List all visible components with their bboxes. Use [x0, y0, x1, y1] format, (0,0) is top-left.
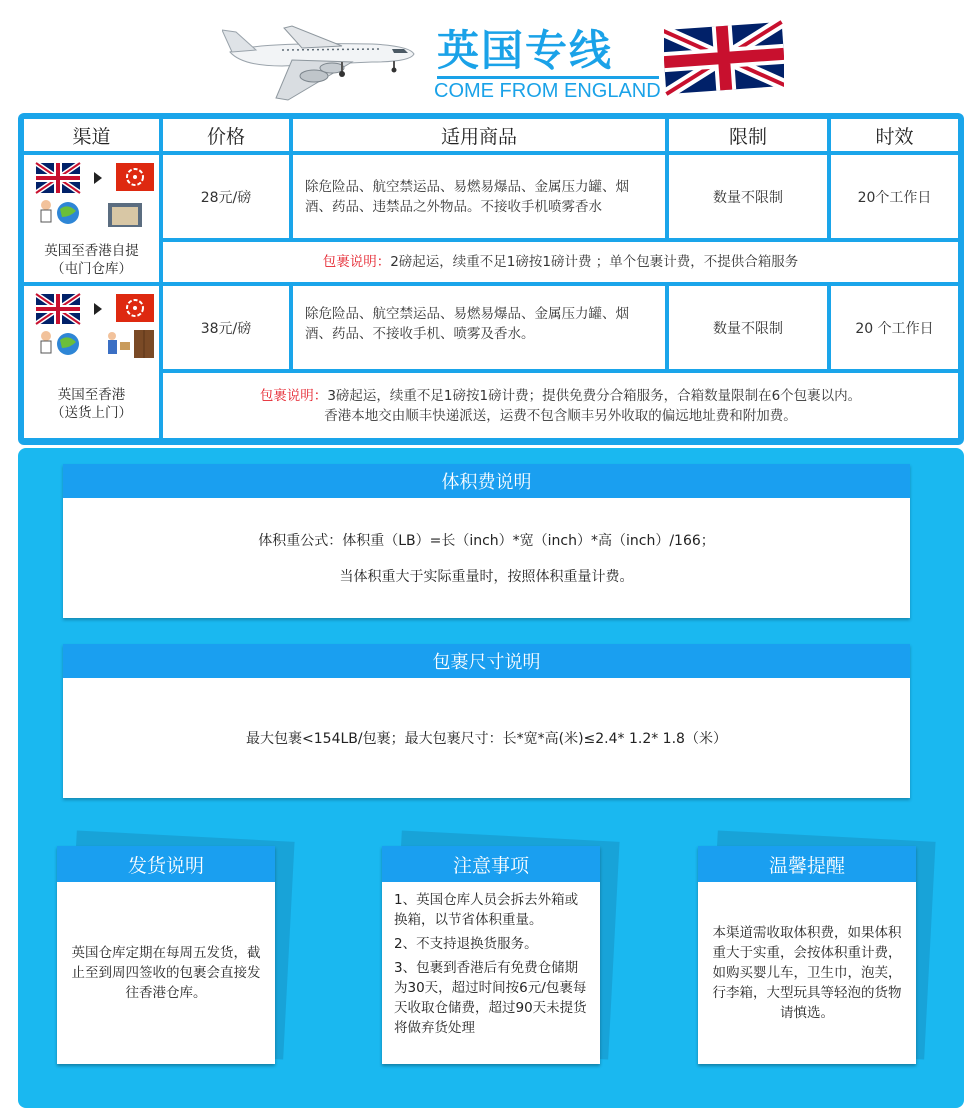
volume-fee-title: 体积费说明	[63, 464, 910, 498]
table-row-1-time: 20个工作日	[831, 155, 958, 238]
note-text-line2: 香港本地交由顺丰快递派送，运费不包含顺丰另外收取的偏远地址费和附加费。	[324, 407, 797, 424]
table-row-1-price: 28元/磅	[163, 155, 289, 238]
info-panel	[18, 448, 964, 1108]
column-header-channel: 渠道	[24, 119, 159, 151]
column-header-price: 价格	[163, 119, 289, 151]
table-row-1-note	[163, 242, 958, 282]
table-row-2-goods: 除危险品、航空禁运品、易燃易爆品、金属压力罐、烟酒、药品、不接收手机、喷雾及香水。	[293, 286, 665, 369]
channel-subname: （屯门仓库）	[51, 261, 132, 277]
uk-to-hk-delivery-route-icon	[32, 290, 158, 362]
column-header-time: 时效	[831, 119, 958, 151]
reminder-card	[698, 846, 916, 1064]
note-text: 2磅起运，续重不足1磅按1磅计费 ；单个包裹计费，不提供合箱服务	[390, 254, 799, 270]
shipping-card	[57, 846, 275, 1064]
package-size-box	[63, 644, 910, 798]
table-row-2-note	[163, 373, 958, 438]
channel-name: 英国至香港	[57, 387, 126, 403]
volume-fee-box	[63, 464, 910, 618]
note-label: 包裹说明：	[322, 254, 391, 270]
notice-item-1: 1、英国仓库人员会拆去外箱或换箱，以节省体积重量。	[394, 892, 579, 928]
table-row-1-channel	[24, 155, 159, 282]
volume-formula: 体积重公式：体积重（LB）=长（inch）*宽（inch）*高（inch）/166；	[258, 533, 715, 549]
uk-flag-icon	[664, 12, 784, 104]
table-row-2-time: 20 个工作日	[831, 286, 958, 369]
reminder-card-body: 本渠道需收取体积费，如果体积重大于实重，会按体积重计费，如购买婴儿车，卫生巾，泡芙，行李箱，大型玩具等轻泡的货物请慎选。	[712, 925, 902, 1021]
table-row-2-price: 38元/磅	[163, 286, 289, 369]
volume-rule: 当体积重大于实际重量时，按照体积重量计费。	[339, 569, 634, 585]
table-row-2-limit: 数量不限制	[669, 286, 827, 369]
column-header-goods: 适用商品	[293, 119, 665, 151]
notice-card-title: 注意事项	[382, 846, 600, 882]
page-header	[0, 0, 980, 108]
page-subtitle: COME FROM ENGLAND	[434, 80, 661, 102]
reminder-card-title: 温馨提醒	[698, 846, 916, 882]
channel-subname: （送货上门）	[51, 405, 132, 421]
page-title: 英国专线	[437, 26, 614, 75]
table-row-2-channel	[24, 286, 159, 438]
column-header-limit: 限制	[669, 119, 827, 151]
shipping-card-title: 发货说明	[57, 846, 275, 882]
notice-item-3: 3、包裹到香港后有免费仓储期为30天，超过时间按6元/包裹每天收取仓储费，超过90天未提货将做弃货处理	[394, 960, 587, 1036]
package-size-rule: 最大包裹<154LB/包裹；最大包裹尺寸：长*宽*高(米)≤2.4* 1.2* 1.8（米）	[246, 731, 727, 747]
table-row-1-goods: 除危险品、航空禁运品、易燃易爆品、金属压力罐、烟酒、药品、违禁品之外物品。不接收手机喷雾香水	[293, 155, 665, 238]
note-text: 3磅起运，续重不足1磅按1磅计费；提供免费分合箱服务，合箱数量限制在6个包裹以内。	[327, 387, 862, 404]
rates-table	[18, 113, 964, 445]
notice-card	[382, 846, 600, 1064]
uk-to-hk-route-icon	[32, 159, 158, 231]
airplane-icon	[222, 22, 418, 102]
title-divider	[437, 76, 659, 79]
note-label: 包裹说明：	[259, 387, 328, 404]
notice-item-2: 2、不支持退换货服务。	[394, 936, 538, 952]
package-size-title: 包裹尺寸说明	[63, 644, 910, 678]
shipping-card-body: 英国仓库定期在每周五发货，截止至到周四签收的包裹会直接发往香港仓库。	[71, 945, 261, 1001]
table-row-1-limit: 数量不限制	[669, 155, 827, 238]
channel-name: 英国至香港自提	[44, 243, 139, 259]
